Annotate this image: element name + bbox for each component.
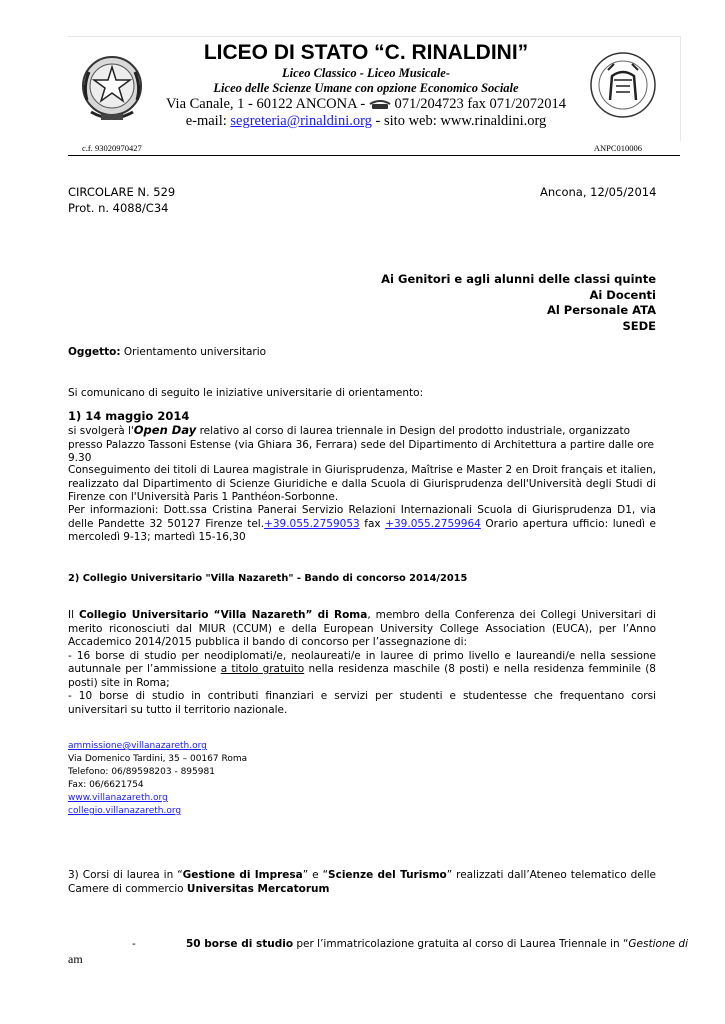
item1-degree-text: Conseguimento dei titoli di Laurea magistrale in Giurisprudenza, Maîtrise e Master 2 en Droit français et italien, realizzato dal Dipartimento di Scienze Giuridiche e dalla Scuola di Giurisprudenza dell'Università degli Studi di Firenze con l'Università Paris 1 Panthéon-Sorbonne. <box>68 464 656 503</box>
letterhead-text <box>150 40 582 130</box>
fax-link[interactable]: +39.055.2759964 <box>385 517 481 530</box>
item1-info-text <box>68 504 656 545</box>
italian-republic-emblem-icon <box>79 50 145 126</box>
intro-text: Si comunicano di seguito le iniziative universitarie di orientamento: <box>68 387 424 399</box>
school-name: LICEO DI STATO “C. RINALDINI” <box>203 41 529 64</box>
collegio-email-link[interactable]: ammissione@villanazareth.org <box>68 741 207 751</box>
item1-info-a: Per informazioni: Dott.ssa Cristina Panerai Servizio Relazioni Internazionali Scuola di Giurisprudenza D1, via delle Pandette 32 50127 Firenze tel. <box>68 504 656 530</box>
item1-text-a: si svolgerà l' <box>68 425 134 437</box>
school-subtitle-1: Liceo Classico - Liceo Musicale- <box>281 66 451 80</box>
bullet-bold: 50 borse di studio <box>186 938 294 950</box>
bullet-dash: - <box>132 938 136 950</box>
school-phone: 071/204723 fax 071/2072014 <box>394 96 567 112</box>
item1-open-day-text <box>68 424 656 466</box>
school-contact-line <box>150 113 582 130</box>
subject-label: Oggetto: <box>68 346 121 358</box>
bullet-text <box>186 938 688 952</box>
collegio-fax: Fax: 06/6621754 <box>68 780 144 790</box>
telephone-link[interactable]: +39.055.2759053 <box>264 517 360 530</box>
collegio-address: Via Domenico Tardini, 35 – 00167 Roma <box>68 754 248 764</box>
header-divider <box>68 155 680 156</box>
school-code: ANPC010006 <box>593 143 642 153</box>
course-scienze-turismo: Scienze del Turismo <box>328 869 447 881</box>
school-address: Via Canale, 1 - 60122 ANCONA - <box>165 96 366 112</box>
item2-text-a: , membro della Conferenza dei Collegi Universitari di merito riconosciuti dal MIUR (CCUM) e della European University College Association (EUCA), per l’Anno Accademico 2014/2015 pubblica il bando di concorso per l’assegnazione di: <box>68 609 656 648</box>
item2-underlined: a titolo gratuito <box>220 663 305 675</box>
item3-text-c: ” e “ <box>302 869 329 881</box>
recipient-line: Al Personale ATA <box>546 303 656 317</box>
course-gestione-impresa: Gestione di Impresa <box>182 869 303 881</box>
recipient-line: Ai Docenti <box>589 287 656 302</box>
item1-heading: 1) 14 maggio 2014 <box>68 409 190 423</box>
collegio-site-link[interactable]: collegio.villanazareth.org <box>68 806 182 816</box>
item1-text-b: relativo al corso di laurea triennale in Design del prodotto industriale, organizzato presso Palazzo Tassoni Estense (via Ghiara 36, Ferrara) sede del Dipartimento di Architettura a partire dalle ore 9.30 <box>68 425 654 464</box>
item2-text-c: nella residenza maschile (8 posti) e nella residenza femminile (8 posti) site in Roma; <box>68 663 656 689</box>
school-email-link[interactable]: segreteria@rinaldini.org <box>230 113 372 129</box>
item3-text-e: ” realizzati dall’Ateneo telematico delle Camere di commercio <box>68 869 657 895</box>
school-subtitle-2: Liceo delle Scienze Umane con opzione Economico Sociale <box>213 81 519 95</box>
collegio-website-link[interactable]: www.villanazareth.org <box>68 793 168 803</box>
item2-text-d: - 10 borse di studio in contributi finanziari e servizi per studenti e studentesse che frequentano corsi universitari su tutto il territorio nazionale. <box>68 690 656 716</box>
bullet-emphasis: Gestione di <box>628 938 688 950</box>
circular-number: CIRCOLARE N. 529 <box>68 185 176 199</box>
subject-line <box>68 346 266 360</box>
subject-text: Orientamento universitario <box>120 346 267 358</box>
collegio-contacts <box>68 740 247 818</box>
open-day-emphasis: Open Day <box>133 423 197 437</box>
item3-text-a: 3) Corsi di laurea in “ <box>68 869 183 881</box>
recipients-block <box>300 272 656 334</box>
item2-heading: 2) Collegio Universitario "Villa Nazareth" - Bando di concorso 2014/2015 <box>68 573 468 584</box>
footer-fragment: am <box>68 952 83 966</box>
school-website: - sito web: www.rinaldini.org <box>375 113 547 129</box>
item3-text <box>68 869 656 896</box>
fax-label: fax <box>359 517 386 530</box>
fiscal-code: c.f. 93020970427 <box>82 143 142 153</box>
bullet-text-a: per l’immatricolazione gratuita al corso di Laurea Triennale in “ <box>293 938 629 950</box>
collegio-telephone: Telefono: 06/89598203 - 895981 <box>68 767 215 777</box>
collegio-name: Collegio Universitario “Villa Nazareth” di Roma <box>78 609 368 621</box>
email-label: e-mail: <box>185 113 227 129</box>
universitas-mercatorum: Universitas Mercatorum <box>186 882 330 895</box>
item2-text-il: Il <box>68 609 79 621</box>
school-logo-icon <box>588 50 658 120</box>
letter-date: Ancona, 12/05/2014 <box>540 185 657 199</box>
protocol-number: Prot. n. 4088/C34 <box>68 201 169 215</box>
item1-info-b: Orario apertura ufficio: lunedì e mercoledì 9-13; martedì 15-16,30 <box>68 517 656 543</box>
telephone-icon <box>369 100 391 110</box>
item2-body <box>68 609 656 717</box>
recipient-line: Ai Genitori e agli alunni delle classi quinte <box>381 272 656 286</box>
item2-text-b: - 16 borse di studio per neodiplomati/e, neolaureati/e in lauree di primo livello e laureandi/e nella sessione autunnale per l’ammissione <box>68 649 656 675</box>
school-address-line <box>150 96 582 113</box>
recipient-line: SEDE <box>622 318 656 333</box>
